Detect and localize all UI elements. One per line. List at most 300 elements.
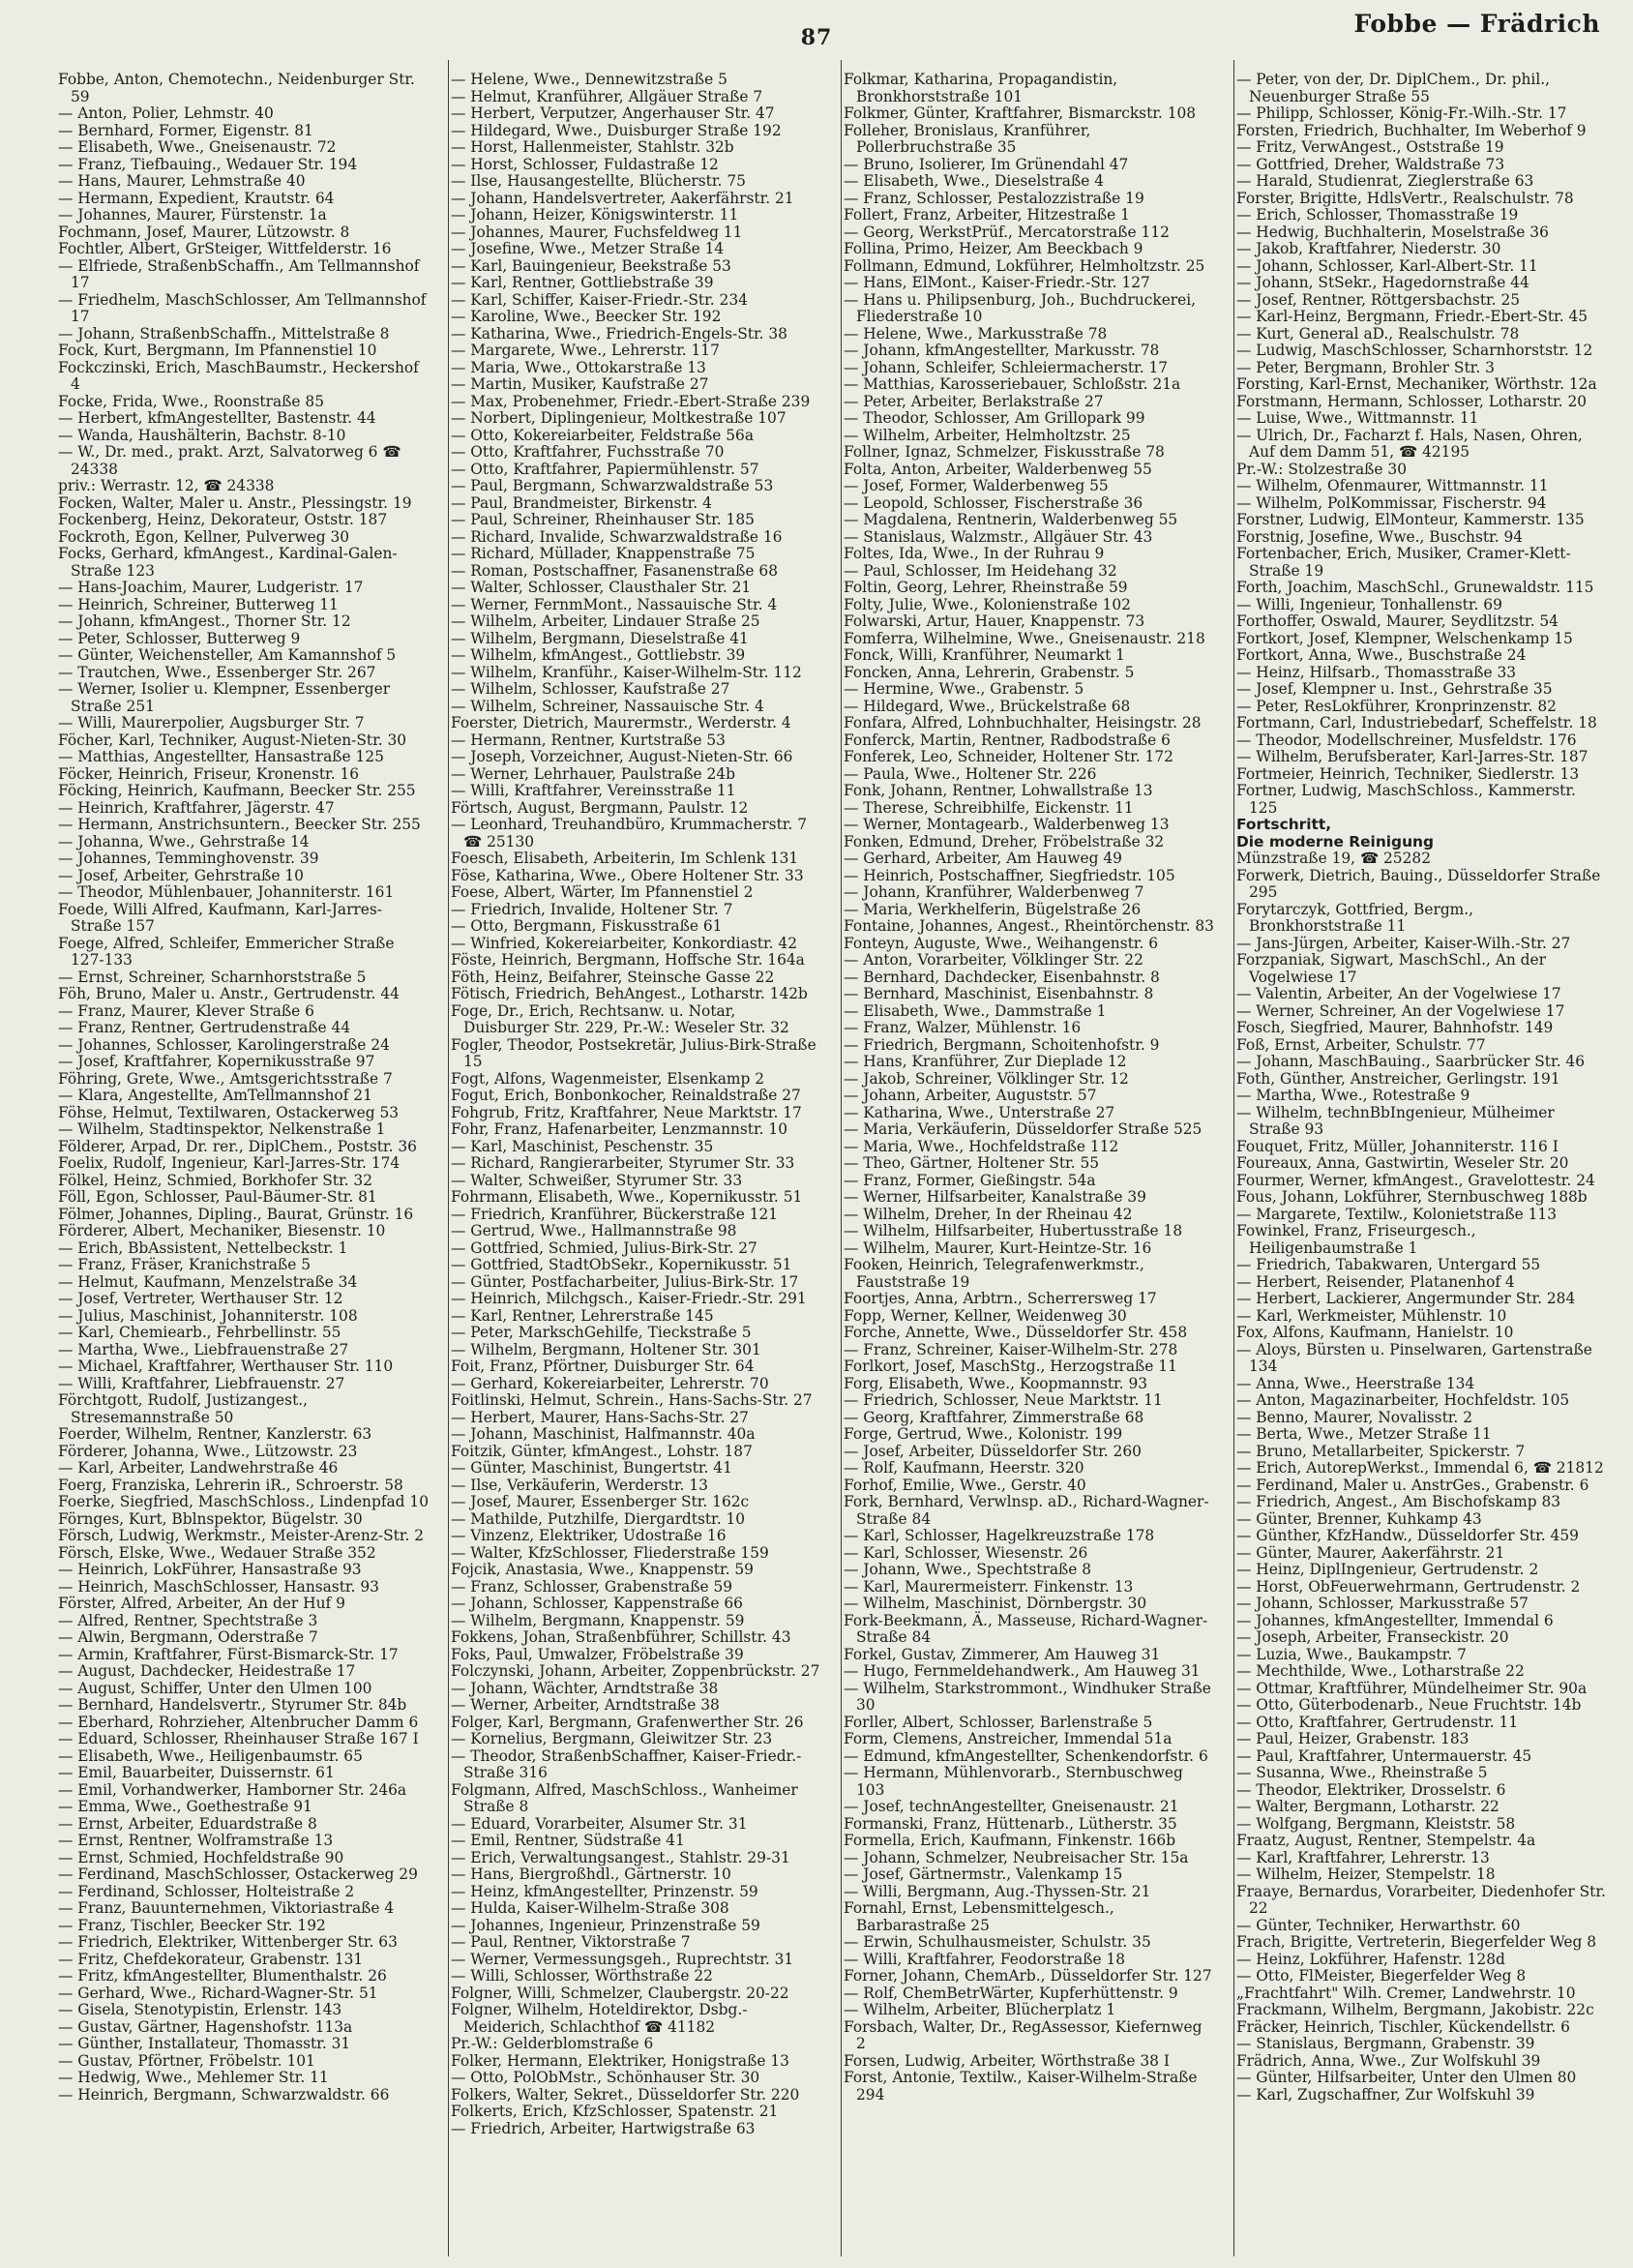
directory-entry: Fortkort, Josef, Klempner, Welschenkamp 15 — [1236, 629, 1573, 647]
directory-entry: — Theodor, Mühlenbauer, Johanniterstr. 161 — [58, 883, 395, 901]
directory-entry: — Johann, kfmAngestellter, Markusstr. 78 — [844, 342, 1160, 359]
directory-entry: — Otto, Bergmann, Fiskusstraße 61 — [451, 917, 723, 935]
directory-entry: — Franz, Walzer, Mühlenstr. 16 — [844, 1019, 1082, 1036]
directory-entry: — Vinzenz, Elektriker, Udostraße 16 — [451, 1527, 727, 1544]
directory-entry: Foesch, Elisabeth, Arbeiterin, Im Schlenk 131 — [451, 850, 799, 867]
directory-entry: — Wolfgang, Bergmann, Kleiststr. 58 — [1236, 1814, 1516, 1833]
directory-entry: — Wilhelm, kfmAngest., Gottliebstr. 39 — [451, 646, 746, 664]
directory-entry: — Peter, von der, Dr. DiplChem., Dr. phil., Neuenburger Straße 55 — [1236, 72, 1551, 105]
directory-entry: Förderer, Albert, Mechaniker, Biesenstr. 10 — [58, 1222, 386, 1239]
directory-entry: — Günther, Installateur, Thomasstr. 31 — [58, 2035, 351, 2052]
directory-entry: — Heinrich, Kraftfahrer, Jägerstr. 47 — [58, 798, 335, 817]
directory-entry: — Ernst, Schreiner, Scharnhorststraße 5 — [58, 968, 367, 986]
directory-entry: — Erich, BbAssistent, Nettelbeckstr. 1 — [58, 1238, 348, 1257]
directory-entry: — Eduard, Vorarbeiter, Alsumer Str. 31 — [451, 1814, 748, 1833]
directory-entry: — Walter, KfzSchlosser, Fliederstraße 159 — [451, 1543, 769, 1562]
directory-column-1 — [58, 72, 429, 2260]
directory-entry: — Franz, Tiefbauing., Wedauer Str. 194 — [58, 155, 358, 173]
directory-entry: Fochmann, Josef, Maurer, Lützowstr. 8 — [58, 223, 350, 241]
directory-entry: Folger, Karl, Bergmann, Grafenwerther Str. 26 — [451, 1713, 804, 1731]
directory-entry: — Wilhelm, Maurer, Kurt-Heintze-Str. 16 — [844, 1238, 1152, 1257]
directory-entry: — Eduard, Schlosser, Rheinhauser Straße 167 I — [58, 1730, 419, 1747]
page-header — [0, 0, 1633, 60]
directory-entry: — Stanislaus, Bergmann, Grabenstr. 39 — [1236, 2035, 1535, 2052]
directory-entry: Foede, Willi Alfred, Kaufmann, Karl-Jarres-Straße 157 — [58, 900, 383, 935]
directory-entry: — Hermann, Mühlenvorarb., Sternbuschweg 103 — [844, 1764, 1183, 1799]
directory-entry: — Bernhard, Handelsvertr., Styrumer Str. 84b — [58, 1696, 407, 1714]
directory-entry: — Josef, Arbeiter, Düsseldorfer Str. 260 — [844, 1442, 1142, 1460]
directory-entry: Frach, Brigitte, Vertreterin, Biegerfelder Weg 8 — [1236, 1933, 1597, 1951]
directory-entry: Fölmer, Johannes, Dipling., Baurat, Grünstr. 16 — [58, 1205, 414, 1223]
directory-entry: — Johann, Schlosser, Kappenstraße 66 — [451, 1595, 743, 1612]
directory-entry: — Josef, technAngestellter, Gneisenaustr. 21 — [844, 1798, 1179, 1815]
directory-entry: — Joseph, Vorzeichner, August-Nieten-Str. 66 — [451, 748, 793, 765]
directory-entry: — Benno, Maurer, Novalisstr. 2 — [1236, 1408, 1473, 1426]
directory-entry: — Friedhelm, MaschSchlosser, Am Tellmannshof 17 — [58, 290, 427, 325]
directory-entry: — Karl, Chemiearb., Fehrbellinstr. 55 — [58, 1324, 341, 1341]
directory-entry: — Peter, Schlosser, Butterweg 9 — [58, 629, 301, 647]
directory-entry: — Willi, Kraftfahrer, Liebfrauenstr. 27 — [58, 1374, 345, 1392]
directory-entry: Forsbach, Walter, Dr., RegAssessor, Kiefernweg 2 — [844, 2017, 1202, 2052]
directory-entry: — W., Dr. med., prakt. Arzt, Salvatorweg 6 ☎ 24338 — [58, 443, 401, 478]
directory-entry: — Elfriede, StraßenbSchaffn., Am Tellmannshof 17 — [58, 256, 420, 291]
directory-entry: — Friedrich, Invalide, Holtener Str. 7 — [451, 900, 733, 918]
directory-entry: — Johann, kfmAngest., Thorner Str. 12 — [58, 612, 351, 630]
directory-entry: — Helene, Wwe., Dennewitzstraße 5 — [451, 72, 727, 88]
directory-entry: Folta, Anton, Arbeiter, Walderbenweg 55 — [844, 460, 1152, 478]
directory-entry: Forsten, Friedrich, Buchhalter, Im Weberhof 9 — [1236, 121, 1587, 139]
directory-entry: — Karl-Heinz, Bergmann, Friedr.-Ebert-Str. 45 — [1236, 308, 1588, 325]
directory-entry: Fosch, Siegfried, Maurer, Bahnhofstr. 149 — [1236, 1019, 1554, 1036]
directory-entry: — Heinrich, LokFührer, Hansastraße 93 — [58, 1561, 362, 1578]
directory-entry: — Margarete, Wwe., Lehrerstr. 117 — [451, 342, 720, 359]
directory-entry: — Franz, Tischler, Beecker Str. 192 — [58, 1916, 326, 1934]
directory-entry: — Ilse, Verkäuferin, Werderstr. 13 — [451, 1476, 708, 1494]
directory-entry: — Franz, Schlosser, Grabenstraße 59 — [451, 1577, 733, 1596]
directory-entry: — Hedwig, Buchhalterin, Moselstraße 36 — [1236, 223, 1549, 241]
directory-entry: — Wilhelm, Bergmann, Holtener Str. 301 — [451, 1340, 761, 1358]
directory-entry: Foit, Franz, Pförtner, Duisburger Str. 64 — [451, 1358, 755, 1375]
directory-entry: — Gerhard, Kokereiarbeiter, Lehrerstr. 70 — [451, 1374, 769, 1392]
directory-entry: — Therese, Schreibhilfe, Eickenstr. 11 — [844, 798, 1134, 817]
directory-entry: — Ferdinand, Schlosser, Holteistraße 2 — [58, 1882, 355, 1900]
directory-entry: — Gisela, Stenotypistin, Erlenstr. 143 — [58, 2001, 342, 2018]
directory-entry: Foltin, Georg, Lehrer, Rheinstraße 59 — [844, 579, 1128, 596]
directory-entry: Forkel, Gustav, Zimmerer, Am Hauweg 31 — [844, 1645, 1161, 1663]
directory-entry: Fork, Bernhard, Verwlnsp. aD., Richard-Wagner-Straße 84 — [844, 1493, 1209, 1528]
directory-entry: — Willi, Maurerpolier, Augsburger Str. 7 — [58, 714, 365, 731]
directory-entry: — Franz, Rentner, Gertrudenstraße 44 — [58, 1019, 351, 1036]
directory-entry: — Aloys, Bürsten u. Pinselwaren, Gartenstraße 134 — [1236, 1340, 1592, 1375]
directory-entry: — Martha, Wwe., Rotestraße 9 — [1236, 1087, 1470, 1104]
directory-entry: Form, Clemens, Anstreicher, Immendal 51a — [844, 1730, 1173, 1747]
directory-entry: — Armin, Kraftfahrer, Fürst-Bismarck-Str. 17 — [58, 1645, 399, 1663]
directory-entry: — Kornelius, Bergmann, Gleiwitzer Str. 23 — [451, 1730, 773, 1747]
directory-entry: — Wilhelm, PolKommissar, Fischerstr. 94 — [1236, 493, 1547, 512]
directory-entry: — Jakob, Schreiner, Völklinger Str. 12 — [844, 1069, 1129, 1088]
directory-entry: Forstner, Ludwig, ElMonteur, Kammerstr. 135 — [1236, 511, 1585, 528]
directory-entry: Fogut, Erich, Bonbonkocher, Reinaldstraße 27 — [451, 1087, 801, 1104]
directory-entry: Föste, Heinrich, Bergmann, Hoffsche Str. 164a — [451, 951, 805, 969]
directory-entry: — Elisabeth, Wwe., Dammstraße 1 — [844, 1001, 1107, 1020]
directory-entry: Forth, Joachim, MaschSchl., Grunewaldstr. 115 — [1236, 579, 1594, 596]
directory-entry: priv.: Werrastr. 12, ☎ 24338 — [58, 477, 275, 494]
directory-entry: — Emma, Wwe., Goethestraße 91 — [58, 1798, 312, 1815]
directory-entry: Fonferck, Martin, Rentner, Radbodstraße 6 — [844, 731, 1171, 749]
directory-entry: — Rolf, ChemBetrWärter, Kupferhüttenstr. 9 — [844, 1984, 1178, 2002]
directory-entry: Folkers, Walter, Sekret., Düsseldorfer Str. 220 — [451, 2085, 800, 2104]
directory-entry: — Paula, Wwe., Holtener Str. 226 — [844, 764, 1097, 783]
directory-entry: — Johann, Kranführer, Walderbenweg 7 — [844, 883, 1144, 901]
directory-entry: — Georg, Kraftfahrer, Zimmerstraße 68 — [844, 1408, 1144, 1426]
directory-entry: — Günter, Maschinist, Bungertstr. 41 — [451, 1459, 732, 1477]
directory-entry: Fockenberg, Heinz, Dekorateur, Oststr. 187 — [58, 511, 388, 528]
directory-entry: Foerg, Franziska, Lehrerin iR., Schroerstr. 58 — [58, 1476, 403, 1494]
directory-entry: — Eberhard, Rohrzieher, Altenbrucher Damm 6 — [58, 1713, 419, 1731]
directory-entry: — Matthias, Angestellter, Hansastraße 125 — [58, 748, 384, 765]
directory-entry: — Gottfried, StadtObSekr., Kopernikusstr. 51 — [451, 1256, 792, 1273]
directory-entry: Forsen, Ludwig, Arbeiter, Wörthstraße 38 I — [844, 2051, 1170, 2070]
directory-entry: Föcher, Karl, Techniker, August-Nieten-Str. 30 — [58, 731, 407, 749]
directory-entry: — Friedrich, Schlosser, Neue Marktstr. 11 — [844, 1391, 1163, 1409]
directory-entry: — Wilhelm, Stadtinspektor, Nelkenstraße 1 — [58, 1120, 386, 1138]
directory-entry: Forche, Annette, Wwe., Düsseldorfer Str. 458 — [844, 1324, 1188, 1341]
directory-entry: — Wilhelm, Arbeiter, Lindauer Straße 25 — [451, 612, 760, 630]
directory-entry: Follina, Primo, Heizer, Am Beeckbach 9 — [844, 240, 1143, 257]
directory-entry: — Franz, Schreiner, Kaiser-Wilhelm-Str. 278 — [844, 1340, 1178, 1358]
directory-entry: — Martha, Wwe., Liebfrauenstraße 27 — [58, 1340, 349, 1358]
directory-entry: — Theodor, StraßenbSchaffner, Kaiser-Friedr.-Straße 316 — [451, 1746, 802, 1781]
directory-entry: Fooken, Heinrich, Telegrafenwerkmstr., Fauststraße 19 — [844, 1256, 1144, 1291]
directory-entry: Föcking, Heinrich, Kaufmann, Beecker Str. 255 — [58, 782, 416, 799]
directory-entry: — Gustav, Gärtner, Hagenshofstr. 113a — [58, 2017, 353, 2036]
directory-entry: — Richard, Müllader, Knappenstraße 75 — [451, 545, 756, 562]
directory-entry: — Peter, Bergmann, Brohler Str. 3 — [1236, 358, 1495, 376]
directory-entry: — Peter, Arbeiter, Berlakstraße 27 — [844, 392, 1104, 410]
directory-entry: — Günter, Techniker, Herwarthstr. 60 — [1236, 1916, 1521, 1934]
directory-entry: — Kurt, General aD., Realschulstr. 78 — [1236, 324, 1520, 343]
directory-entry: — Elisabeth, Wwe., Heiligenbaumstr. 65 — [58, 1746, 363, 1765]
directory-entry: — Berta, Wwe., Metzer Straße 11 — [1236, 1425, 1492, 1443]
directory-entry: Förster, Alfred, Arbeiter, An der Huf 9 — [58, 1595, 345, 1612]
directory-entry: — Paul, Rentner, Viktorstraße 7 — [451, 1933, 691, 1951]
directory-entry: — Paul, Schlosser, Im Heidehang 32 — [844, 561, 1117, 580]
directory-entry: Fox, Alfons, Kaufmann, Hanielstr. 10 — [1236, 1324, 1514, 1341]
directory-entry: — Wilhelm, Hilfsarbeiter, Hubertusstraße 18 — [844, 1222, 1183, 1239]
directory-entry: — Herbert, Reisender, Platanenhof 4 — [1236, 1272, 1515, 1291]
directory-entry: Forzpaniak, Sigwart, MaschSchl., An der Vogelwiese 17 — [1236, 951, 1546, 986]
directory-entry: — Richard, Rangierarbeiter, Styrumer Str. 33 — [451, 1154, 795, 1172]
directory-entry: — Ferdinand, MaschSchlosser, Ostackerweg 29 — [58, 1865, 418, 1883]
directory-entry: Fonferek, Leo, Schneider, Holtener Str. 172 — [844, 748, 1173, 765]
directory-entry: Fogler, Theodor, Postsekretär, Julius-Birk-Straße 15 — [451, 1035, 816, 1070]
directory-entry: Fonken, Edmund, Dreher, Fröbelstraße 32 — [844, 832, 1165, 850]
directory-entry: Forsting, Karl-Ernst, Mechaniker, Wörthstr. 12a — [1236, 375, 1597, 393]
directory-entry: Focke, Frida, Wwe., Roonstraße 85 — [58, 392, 325, 410]
directory-entry: — Willi, Bergmann, Aug.-Thyssen-Str. 21 — [844, 1882, 1151, 1900]
directory-entry: Folkmar, Katharina, Propagandistin, Bronkhorststraße 101 — [844, 72, 1118, 105]
directory-entry: Foth, Günther, Anstreicher, Gerlingstr. 191 — [1236, 1069, 1560, 1088]
directory-entry: — Ottmar, Kraftführer, Mündelheimer Str. 90a — [1236, 1679, 1588, 1697]
directory-entry: — Susanna, Wwe., Rheinstraße 5 — [1236, 1764, 1488, 1781]
directory-entry: — Franz, Former, Gießingstr. 54a — [844, 1171, 1096, 1189]
directory-entry: — Klara, Angestellte, AmTellmannshof 21 — [58, 1087, 372, 1104]
directory-entry: — Ernst, Rentner, Wolframstraße 13 — [58, 1832, 334, 1849]
directory-entry: — Josef, Rentner, Röttgersbachstr. 25 — [1236, 290, 1521, 309]
directory-entry: — Johannes, Temminghovenstr. 39 — [58, 850, 319, 867]
directory-entry: Föse, Katharina, Wwe., Obere Holtener Str. 33 — [451, 866, 804, 884]
directory-entry: Folker, Hermann, Elektriker, Honigstraße 13 — [451, 2051, 789, 2070]
directory-entry: — Otto, PolObMstr., Schönhauser Str. 30 — [451, 2069, 760, 2086]
directory-entry: Fonck, Willi, Kranführer, Neumarkt 1 — [844, 646, 1125, 664]
directory-entry: — Otto, Kraftfahrer, Papiermühlenstr. 57 — [451, 460, 759, 478]
directory-entry: — Wilhelm, Bergmann, Dieselstraße 41 — [451, 629, 749, 647]
directory-entry: — Werner, Schreiner, An der Vogelwiese 17 — [1236, 1001, 1565, 1020]
directory-entry: Foltes, Ida, Wwe., In der Ruhrau 9 — [844, 545, 1105, 562]
directory-entry: Folleher, Bronislaus, Kranführer, Pollerbruchstraße 35 — [844, 121, 1091, 156]
directory-entry: — Magdalena, Rentnerin, Walderbenweg 55 — [844, 511, 1178, 528]
directory-entry: — Franz, Schlosser, Pestalozzistraße 19 — [844, 189, 1144, 207]
directory-entry: — Günter, Hilfsarbeiter, Unter den Ulmen 80 — [1236, 2069, 1577, 2086]
directory-entry: — Karl, Maurermeisterr. Finkenstr. 13 — [844, 1577, 1134, 1596]
directory-entry: Förderer, Johanna, Wwe., Lützowstr. 23 — [58, 1442, 358, 1460]
directory-entry: Fortkort, Anna, Wwe., Buschstraße 24 — [1236, 646, 1527, 664]
directory-entry: Fourmer, Werner, kfmAngest., Gravelottestr. 24 — [1236, 1171, 1595, 1189]
directory-entry: Foege, Alfred, Schleifer, Emmericher Straße 127-133 — [58, 934, 395, 969]
directory-entry: — Johann, Heizer, Königswinterstr. 11 — [451, 206, 739, 224]
directory-entry: Folczynski, Johann, Arbeiter, Zoppenbrückstr. 27 — [451, 1662, 820, 1680]
directory-entry: — Helene, Wwe., Markusstraße 78 — [844, 324, 1108, 343]
directory-entry: — Johann, MaschBauing., Saarbrücker Str. 46 — [1236, 1053, 1585, 1070]
directory-entry: — Werner, FernmMont., Nassauische Str. 4 — [451, 595, 778, 613]
directory-entry: — Gottfried, Schmied, Julius-Birk-Str. 27 — [451, 1238, 757, 1257]
directory-entry: — Josef, Arbeiter, Gehrstraße 10 — [58, 866, 304, 884]
directory-entry: — Jakob, Kraftfahrer, Niederstr. 30 — [1236, 240, 1501, 257]
directory-entry: Fortenbacher, Erich, Musiker, Cramer-Klett-Straße 19 — [1236, 545, 1571, 580]
directory-entry: Földerer, Arpad, Dr. rer., DiplChem., Poststr. 36 — [58, 1137, 417, 1155]
directory-entry: — Franz, Maurer, Klever Straße 6 — [58, 1001, 314, 1020]
directory-entry: — Katharina, Wwe., Friedrich-Engels-Str. 38 — [451, 324, 787, 343]
directory-entry: — Otto, Kokereiarbeiter, Feldstraße 56a — [451, 426, 755, 444]
directory-entry: — Karl, Schlosser, Wiesenstr. 26 — [844, 1543, 1088, 1562]
directory-entry: Fokkens, Johan, Straßenbführer, Schillstr. 43 — [451, 1628, 791, 1646]
directory-entry: Fockczinski, Erich, MaschBaumstr., Heckershof 4 — [58, 358, 419, 393]
directory-column-3 — [844, 72, 1214, 2260]
directory-entry: — Gustav, Pförtner, Fröbelstr. 101 — [58, 2051, 315, 2070]
directory-entry: — Fritz, kfmAngestellter, Blumenthalstr. 26 — [58, 1967, 387, 1984]
directory-entry: — Johann, Wwe., Spechtstraße 8 — [844, 1561, 1092, 1578]
directory-entry: — Wilhelm, technBbIngenieur, Mülheimer Straße 93 — [1236, 1103, 1555, 1138]
directory-entry: Fouquet, Fritz, Müller, Johanniterstr. 116 I — [1236, 1137, 1559, 1155]
directory-entry: — Werner, Arbeiter, Arndtstraße 38 — [451, 1696, 720, 1714]
directory-entry: Focken, Walter, Maler u. Anstr., Plessingstr. 19 — [58, 493, 412, 512]
directory-entry: — Josef, Klempner u. Inst., Gehrstraße 35 — [1236, 680, 1553, 698]
directory-entry: Foitzik, Günter, kfmAngest., Lohstr. 187 — [451, 1442, 753, 1460]
directory-entry: Folwarski, Artur, Hauer, Knappenstr. 73 — [844, 612, 1145, 630]
directory-entry: — Trautchen, Wwe., Essenberger Str. 267 — [58, 663, 376, 681]
directory-entry: Foß, Ernst, Arbeiter, Schulstr. 77 — [1236, 1035, 1486, 1054]
directory-entry: — Matthias, Karosseriebauer, Schloßstr. 21a — [844, 375, 1181, 393]
directory-entry: — Theo, Gärtner, Holtener Str. 55 — [844, 1154, 1100, 1172]
directory-entry: Fraatz, August, Rentner, Stempelstr. 4a — [1236, 1832, 1536, 1849]
directory-entry: — Anna, Wwe., Heerstraße 134 — [1236, 1374, 1475, 1392]
directory-entry: — Jans-Jürgen, Arbeiter, Kaiser-Wilh.-Str. 27 — [1236, 934, 1571, 952]
directory-entry: — Josef, Vertreter, Werthauser Str. 12 — [58, 1290, 343, 1307]
directory-entry: — Johannes, Schlosser, Karolingerstraße 24 — [58, 1035, 390, 1054]
directory-entry: Föhring, Grete, Wwe., Amtsgerichtsstraße 7 — [58, 1069, 393, 1088]
directory-entry: — Johanna, Wwe., Gehrstraße 14 — [58, 832, 310, 850]
directory-entry: — Günther, KfzHandw., Düsseldorfer Str. 459 — [1236, 1527, 1579, 1544]
directory-entry: Fous, Johann, Lokführer, Sternbuschweg 188b — [1236, 1188, 1588, 1206]
directory-entry: Fortmann, Carl, Industriebedarf, Scheffelstr. 18 — [1236, 714, 1597, 731]
directory-entry: — Valentin, Arbeiter, An der Vogelwiese 17 — [1236, 985, 1561, 1002]
directory-entry: — Maria, Wwe., Ottokarstraße 13 — [451, 358, 706, 376]
directory-entry: — Heinrich, Bergmann, Schwarzwaldstr. 66 — [58, 2085, 390, 2104]
directory-entry: — Johann, Schlosser, Karl-Albert-Str. 11 — [1236, 256, 1538, 275]
directory-entry: Follert, Franz, Arbeiter, Hitzestraße 1 — [844, 206, 1130, 224]
directory-entry: — Hildegard, Wwe., Duisburger Straße 192 — [451, 121, 782, 139]
directory-entry: Fojcik, Anastasia, Wwe., Knappenstr. 59 — [451, 1561, 754, 1578]
directory-entry: Foortjes, Anna, Arbtrn., Scherrersweg 17 — [844, 1290, 1157, 1307]
directory-entry: — Hildegard, Wwe., Brückelstraße 68 — [844, 697, 1131, 715]
directory-entry: — Max, Probenehmer, Friedr.-Ebert-Straße 239 — [451, 392, 811, 410]
directory-entry: Förnges, Kurt, Bblnspektor, Bügelstr. 30 — [58, 1509, 363, 1528]
directory-entry: Fock, Kurt, Bergmann, Im Pfannenstiel 10 — [58, 342, 377, 359]
directory-entry: — Wilhelm, Starkstrommont., Windhuker Straße 30 — [844, 1679, 1211, 1714]
directory-entry: — Hans, Maurer, Lehmstraße 40 — [58, 172, 306, 190]
directory-entry: — Michael, Kraftfahrer, Werthauser Str. 110 — [58, 1358, 394, 1375]
directory-entry: — Friedrich, Tabakwaren, Untergard 55 — [1236, 1256, 1541, 1273]
directory-entry: — Johann, Handelsvertreter, Aakerfährstr. 21 — [451, 189, 794, 207]
directory-entry: — Emil, Vorhandwerker, Hamborner Str. 246a — [58, 1780, 407, 1799]
directory-entry: — Roman, Postschaffner, Fasanenstraße 68 — [451, 561, 778, 580]
directory-entry: Föth, Heinz, Beifahrer, Steinsche Gasse 22 — [451, 968, 775, 986]
directory-entry: — Werner, Isolier u. Klempner, Essenberger Straße 251 — [58, 680, 391, 715]
directory-entry: — Hulda, Kaiser-Wilhelm-Straße 308 — [451, 1899, 729, 1917]
page-number: 87 — [800, 25, 833, 50]
running-head: Fobbe — Frädrich — [1353, 10, 1600, 38]
directory-entry: Foerster, Dietrich, Maurermstr., Werderstr. 4 — [451, 714, 791, 731]
directory-entry: Fochtler, Albert, GrSteiger, Wittfelderstr. 16 — [58, 240, 392, 257]
directory-entry: — Peter, ResLokführer, Kronprinzenstr. 82 — [1236, 697, 1557, 715]
directory-entry: — Maria, Werkhelferin, Bügelstraße 26 — [844, 900, 1142, 918]
directory-entry: — Friedrich, Elektriker, Wittenberger Str. 63 — [58, 1933, 398, 1951]
directory-entry: — Horst, ObFeuerwehrmann, Gertrudenstr. 2 — [1236, 1577, 1581, 1596]
directory-entry: — Hans, Kranführer, Zur Dieplade 12 — [844, 1053, 1127, 1070]
directory-entry: Föhse, Helmut, Textilwaren, Ostackerweg 53 — [58, 1103, 400, 1121]
directory-entry: Foelix, Rudolf, Ingenieur, Karl-Jarres-Str. 174 — [58, 1154, 401, 1172]
directory-entry: — Emil, Bauarbeiter, Duissernstr. 61 — [58, 1764, 335, 1781]
directory-entry: — Wilhelm, Dreher, In der Rheinau 42 — [844, 1205, 1133, 1223]
directory-entry: — Heinrich, Milchgsch., Kaiser-Friedr.-Str. 291 — [451, 1290, 807, 1307]
directory-entry: Fohrmann, Elisabeth, Wwe., Kopernikusstr. 51 — [451, 1188, 803, 1206]
directory-entry: — Johann, Wächter, Arndtstraße 38 — [451, 1679, 719, 1697]
directory-entry: Pr.-W.: Gelderblomstraße 6 — [451, 2035, 654, 2052]
directory-entry: — Walter, Schlosser, Clausthaler Str. 21 — [451, 579, 752, 596]
directory-entry: — Alfred, Rentner, Spechtstraße 3 — [58, 1611, 318, 1629]
directory-entry: — Gottfried, Dreher, Waldstraße 73 — [1236, 155, 1505, 173]
directory-entry: Fork-Beekmann, Ä., Masseuse, Richard-Wagner-Straße 84 — [844, 1611, 1208, 1646]
directory-entry: Fohgrub, Fritz, Kraftfahrer, Neue Marktstr. 17 — [451, 1103, 802, 1121]
directory-entry: — Karl, Werkmeister, Mühlenstr. 10 — [1236, 1306, 1507, 1325]
directory-entry: — Maria, Wwe., Hochfeldstraße 112 — [844, 1137, 1119, 1155]
directory-entry: — Johann, Arbeiter, Auguststr. 57 — [844, 1087, 1097, 1104]
directory-entry: — Paul, Schreiner, Rheinhauser Str. 185 — [451, 511, 755, 528]
directory-entry: — Hans, ElMont., Kaiser-Friedr.-Str. 127 — [844, 274, 1150, 291]
directory-entry: — Herbert, Maurer, Hans-Sachs-Str. 27 — [451, 1408, 749, 1426]
directory-entry: Fonfara, Alfred, Lohnbuchhalter, Heisingstr. 28 — [844, 714, 1202, 731]
directory-entry: — Willi, Kraftfahrer, Feodorstraße 18 — [844, 1950, 1126, 1968]
directory-entry: Foese, Albert, Wärter, Im Pfannenstiel 2 — [451, 883, 754, 901]
directory-entry: — Theodor, Schlosser, Am Grillopark 99 — [844, 409, 1145, 427]
directory-entry: — Erich, Schlosser, Thomasstraße 19 — [1236, 206, 1519, 224]
directory-column-2 — [451, 72, 821, 2260]
directory-entry: — Günter, Brenner, Kuhkamp 43 — [1236, 1509, 1482, 1528]
directory-entry: — Heinrich, MaschSchlosser, Hansastr. 93 — [58, 1577, 379, 1596]
directory-entry: — Stanislaus, Walzmstr., Allgäuer Str. 43 — [844, 527, 1153, 546]
directory-entry: Fopp, Werner, Kellner, Weidenweg 30 — [844, 1306, 1127, 1325]
directory-entry: — Ernst, Arbeiter, Eduardstraße 8 — [58, 1814, 317, 1833]
directory-entry: — Julius, Maschinist, Johanniterstr. 108 — [58, 1306, 358, 1325]
directory-entry: — Johannes, Ingenieur, Prinzenstraße 59 — [451, 1916, 760, 1934]
directory-entry: — Willi, Kraftfahrer, Vereinsstraße 11 — [451, 782, 736, 799]
directory-entry: Follner, Ignaz, Schmelzer, Fiskusstraße 78 — [844, 443, 1165, 461]
directory-entry: — Johann, Maschinist, Halfmannstr. 40a — [451, 1425, 756, 1443]
directory-entry: Fortschritt, — [1236, 816, 1332, 833]
directory-entry: Foitlinski, Helmut, Schrein., Hans-Sachs-Str. 27 — [451, 1391, 813, 1409]
directory-entry: Die moderne Reinigung — [1236, 832, 1435, 850]
directory-entry: Folgner, Wilhelm, Hoteldirektor, Dsbg.-Meiderich, Schlachthof ☎ 41182 — [451, 2001, 748, 2036]
directory-entry: — Gerhard, Wwe., Richard-Wagner-Str. 51 — [58, 1984, 378, 2002]
directory-entry: — Ernst, Schmied, Hochfeldstraße 90 — [58, 1848, 344, 1866]
directory-entry: — Johannes, Maurer, Fürstenstr. 1a — [58, 206, 327, 224]
directory-entry: — Mechthilde, Wwe., Lotharstraße 22 — [1236, 1662, 1525, 1680]
directory-entry: — Luzia, Wwe., Baukampstr. 7 — [1236, 1645, 1467, 1663]
directory-entry: — Mathilde, Putzhilfe, Diergardtstr. 10 — [451, 1509, 746, 1528]
directory-entry: — Gerhard, Arbeiter, Am Hauweg 49 — [844, 850, 1122, 867]
directory-entry: — Bernhard, Dachdecker, Eisenbahnstr. 8 — [844, 968, 1160, 986]
directory-entry: — Fritz, Chefdekorateur, Grabenstr. 131 — [58, 1950, 364, 1968]
directory-entry: Forller, Albert, Schlosser, Barlenstraße 5 — [844, 1713, 1153, 1731]
directory-entry: Fornahl, Ernst, Lebensmittelgesch., Barbarastraße 25 — [844, 1899, 1114, 1934]
directory-entry: Föcker, Heinrich, Friseur, Kronenstr. 16 — [58, 764, 360, 783]
directory-entry: Formanski, Franz, Hüttenarb., Lütherstr. 35 — [844, 1814, 1177, 1833]
directory-entry: — Bernhard, Former, Eigenstr. 81 — [58, 121, 313, 139]
directory-entry: Forg, Elisabeth, Wwe., Koopmannstr. 93 — [844, 1374, 1148, 1392]
directory-entry: — Josefine, Wwe., Metzer Straße 14 — [451, 240, 725, 257]
directory-entry: — Theodor, Modellschreiner, Musfeldstr. 176 — [1236, 731, 1577, 749]
directory-entry: — Georg, WerkstPrüf., Mercatorstraße 112 — [844, 223, 1170, 241]
directory-entry: — Karl, Arbeiter, Landwehrstraße 46 — [58, 1459, 339, 1477]
directory-entry: Folkerts, Erich, KfzSchlosser, Spatenstr. 21 — [451, 2103, 779, 2120]
directory-entry: — Karl, Zugschaffner, Zur Wolfskuhl 39 — [1236, 2085, 1535, 2104]
directory-entry: — Friedrich, Bergmann, Schoitenhofstr. 9 — [844, 1035, 1160, 1054]
directory-entry: — Leopold, Schlosser, Fischerstraße 36 — [844, 493, 1143, 512]
directory-entry: — Erich, AutorepWerkst., Immendal 6, ☎ 21812 — [1236, 1459, 1604, 1477]
directory-entry: — Karl, Rentner, Lehrerstraße 145 — [451, 1306, 714, 1325]
directory-entry: — Margarete, Textilw., Kolonietstraße 113 — [1236, 1205, 1557, 1223]
directory-entry: — Franz, Fräser, Kranichstraße 5 — [58, 1256, 312, 1273]
directory-entry: — Herbert, Verputzer, Angerhauser Str. 47 — [451, 104, 775, 122]
directory-entry: — Norbert, Diplingenieur, Moltkestraße 107 — [451, 409, 787, 427]
directory-entry: — Bruno, Isolierer, Im Grünendahl 47 — [844, 155, 1129, 173]
directory-entry: — Wilhelm, Berufsberater, Karl-Jarres-Str. 187 — [1236, 748, 1588, 765]
directory-columns — [58, 72, 1606, 2260]
directory-entry: — Josef, Maurer, Essenberger Str. 162c — [451, 1493, 750, 1510]
directory-entry: — Willi, Ingenieur, Tonhallenstr. 69 — [1236, 595, 1502, 613]
directory-entry: Forst, Antonie, Textilw., Kaiser-Wilhelm-Straße 294 — [844, 2069, 1198, 2104]
directory-entry: Folgmann, Alfred, MaschSchloss., Wanheimer Straße 8 — [451, 1780, 798, 1815]
